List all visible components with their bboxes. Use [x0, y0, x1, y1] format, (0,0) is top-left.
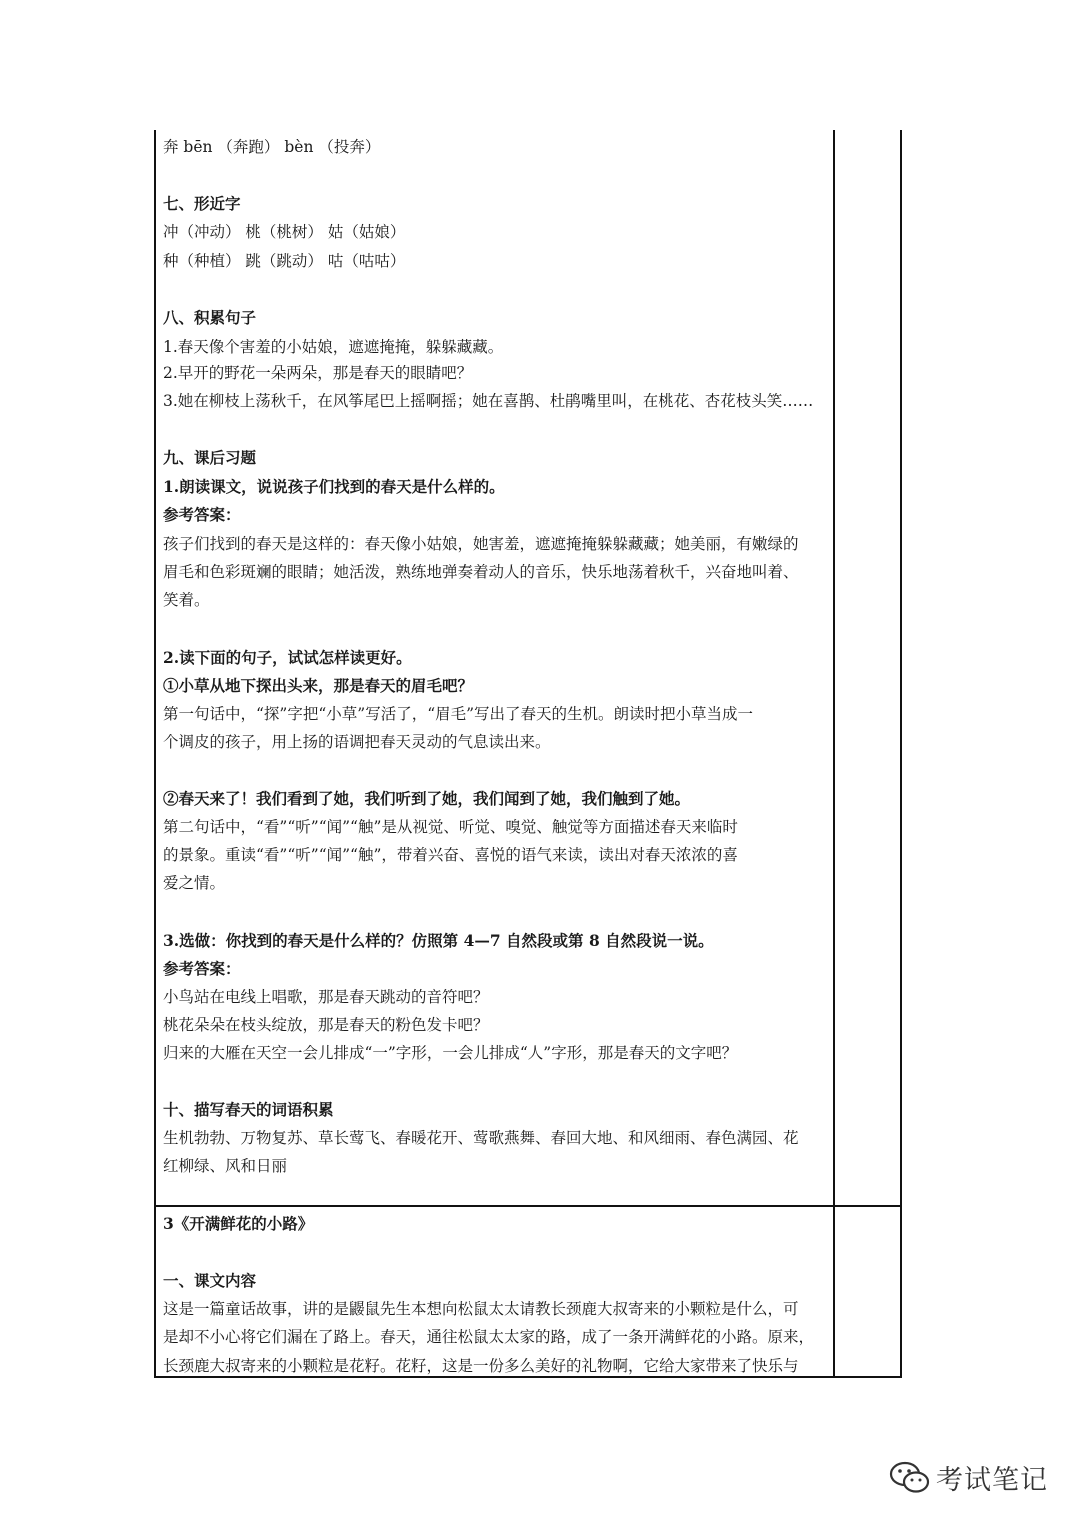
section-heading: 2.读下面的句子，试试怎样读更好。: [163, 648, 412, 667]
text-line: 这是一篇童话故事，讲的是鼹鼠先生本想向松鼠太太请教长颈鹿大叔寄来的小颗粒是什么，可: [163, 1300, 799, 1318]
text-line: 种（种植） 跳（跳动） 咕（咕咕）: [163, 252, 406, 270]
text-line: 3.她在柳枝上荡秋千，在风筝尾巴上摇啊摇；她在喜鹊、杜鹃嘴里叫，在桃花、杏花枝头笑……: [163, 392, 814, 410]
wechat-icon: [888, 1458, 932, 1498]
table-column-divider: [833, 130, 835, 1378]
text-line: 是却不小心将它们漏在了路上。春天，通往松鼠太太家的路，成了一条开满鲜花的小路。原来，: [163, 1328, 815, 1346]
section-heading: 3.选做：你找到的春天是什么样的？仿照第 4—7 自然段或第 8 自然段说一说。: [163, 931, 714, 950]
text-line: 爱之情。: [163, 874, 226, 892]
section-heading: 3《开满鲜花的小路》: [163, 1214, 314, 1233]
section-heading: 八、积累句子: [163, 308, 257, 327]
section-heading: 参考答案：: [163, 505, 241, 524]
section-heading: 九、课后习题: [163, 448, 257, 467]
text-line: 冲（冲动） 桃（桃树） 姑（姑娘）: [163, 223, 406, 241]
text-line: 生机勃勃、万物复苏、草长莺飞、春暖花开、莺歌燕舞、春回大地、和风细雨、春色满园、花: [163, 1129, 799, 1147]
section-heading: ②春天来了！我们看到了她，我们听到了她，我们闻到了她，我们触到了她。: [163, 789, 691, 808]
text-line: 第二句话中，“看”“听”“闻”“触”是从视觉、听觉、嗅觉、触觉等方面描述春天来临时: [163, 818, 738, 836]
section-heading: 1.朗读课文，说说孩子们找到的春天是什么样的。: [163, 477, 505, 496]
text-line: 的景象。重读“看”“听”“闻”“触”，带着兴奋、喜悦的语气来读，读出对春天浓浓的喜: [163, 846, 738, 864]
section-heading: ①小草从地下探出头来，那是春天的眉毛吧？: [163, 676, 474, 695]
watermark-text: 考试笔记: [936, 1465, 1048, 1496]
text-line: 红柳绿、风和日丽: [163, 1157, 288, 1175]
section-heading: 七、形近字: [163, 194, 241, 213]
text-line: 1.春天像个害羞的小姑娘，遮遮掩掩，躲躲藏藏。: [163, 338, 504, 356]
text-line: 个调皮的孩子，用上扬的语调把春天灵动的气息读出来。: [163, 733, 551, 751]
text-line: 眉毛和色彩斑斓的眼睛；她活泼，熟练地弹奏着动人的音乐，快乐地荡着秋千，兴奋地叫着、: [163, 563, 799, 581]
section-heading: 一、课文内容: [163, 1271, 257, 1290]
table-border-right: [900, 130, 902, 1378]
text-line: 归来的大雁在天空一会儿排成“一”字形，一会儿排成“人”字形，那是春天的文字吧？: [163, 1044, 738, 1062]
lesson-3-notes: [163, 0, 828, 1400]
table-border-left: [154, 130, 156, 1378]
text-line: 笑着。: [163, 591, 210, 609]
watermark: [888, 1454, 1063, 1498]
text-line: 2.早开的野花一朵两朵，那是春天的眼睛吧？: [163, 364, 473, 382]
section-heading: 十、描写春天的词语积累: [163, 1100, 334, 1119]
text-line: 第一句话中，“探”字把“小草”写活了，“眉毛”写出了春天的生机。朗读时把小草当成一: [163, 705, 754, 723]
text-line: 奔 bēn （奔跑） bèn （投奔）: [163, 138, 381, 156]
section-heading: 参考答案：: [163, 959, 241, 978]
text-line: 长颈鹿大叔寄来的小颗粒是花籽。花籽，这是一份多么美好的礼物啊，它给大家带来了快乐与: [163, 1357, 799, 1375]
text-line: 孩子们找到的春天是这样的：春天像小姑娘，她害羞，遮遮掩掩躲躲藏藏；她美丽，有嫩绿的: [163, 535, 799, 553]
text-line: 桃花朵朵在枝头绽放，那是春天的粉色发卡吧？: [163, 1016, 489, 1034]
text-line: 小鸟站在电线上唱歌，那是春天跳动的音符吧？: [163, 988, 489, 1006]
